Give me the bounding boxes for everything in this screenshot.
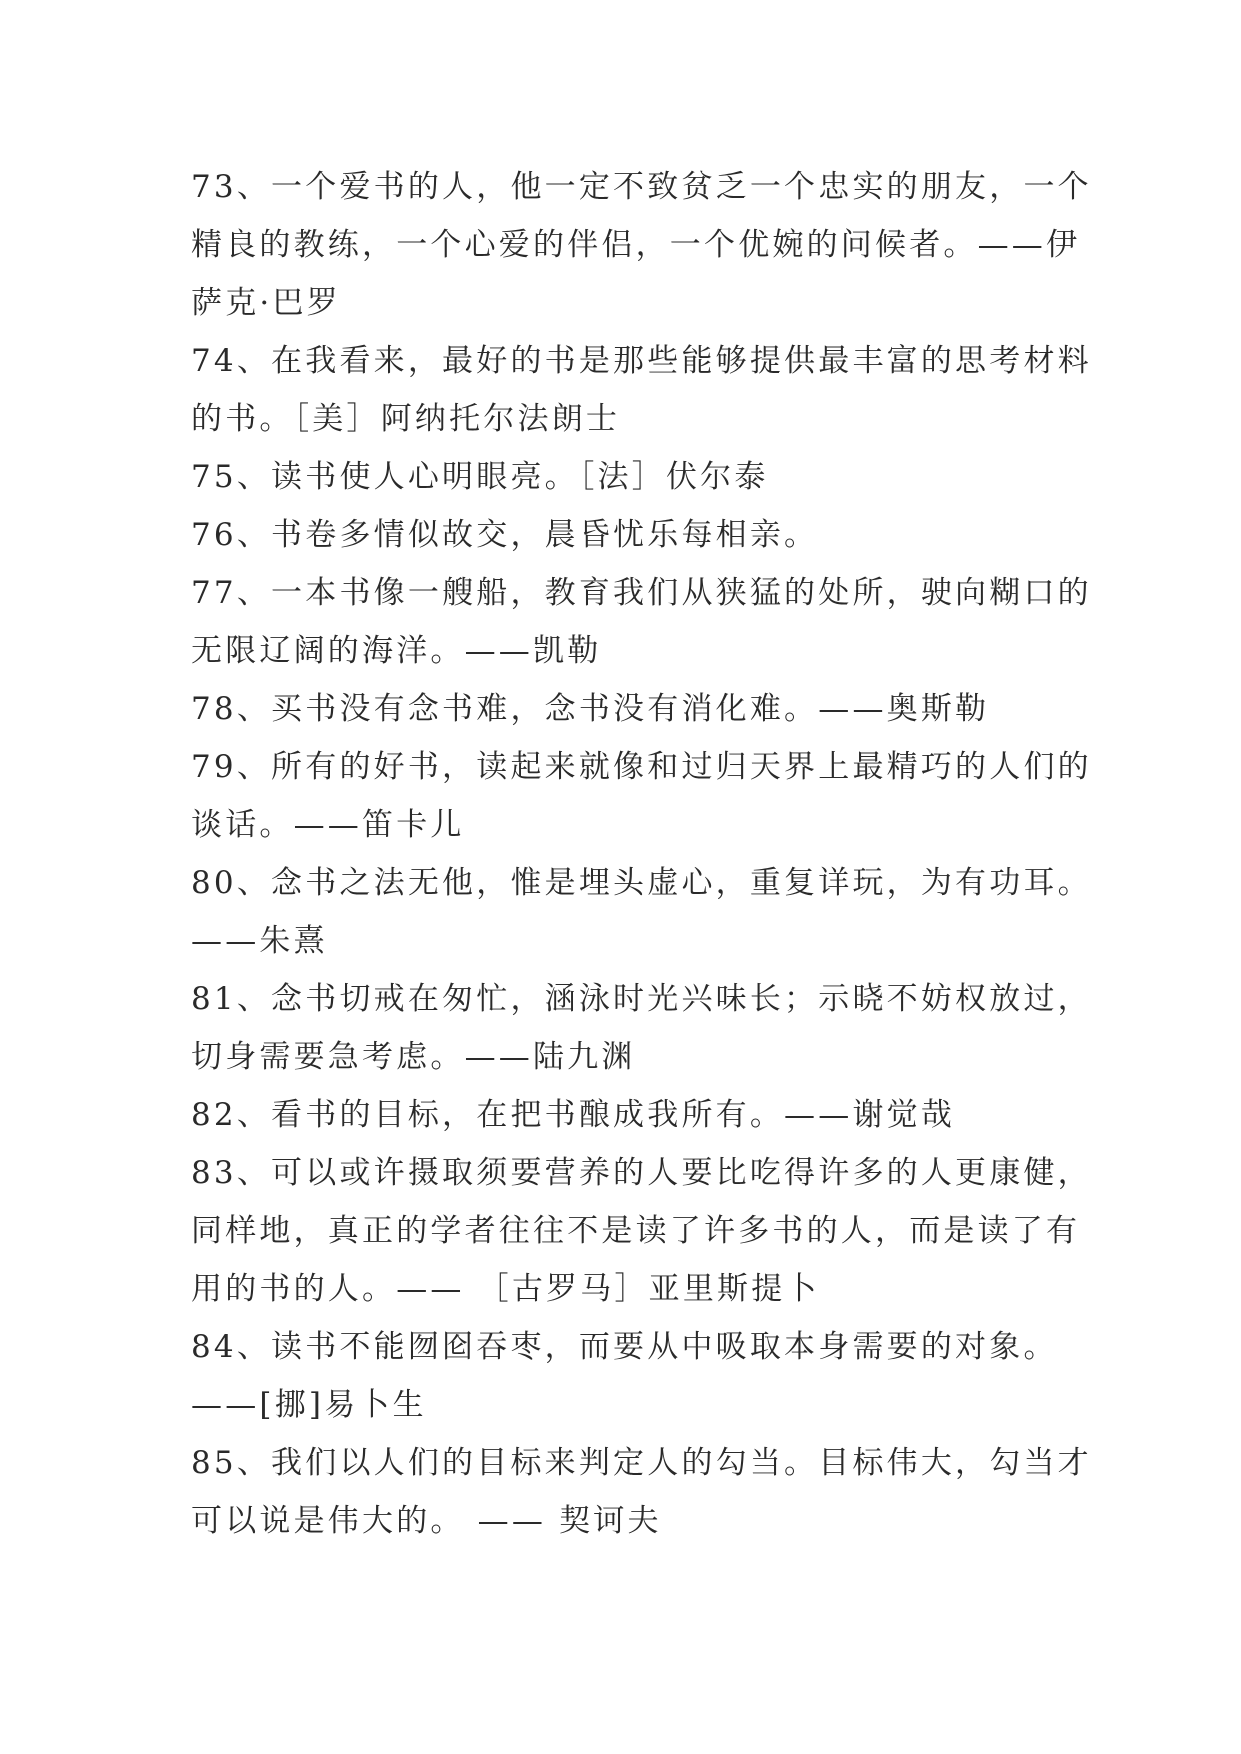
text-line: 切身需要急考虑。——陆九渊 [191, 1039, 636, 1075]
quote-list [191, 158, 1092, 1550]
text-line: 82、看书的目标，在把书酿成我所有。——谢觉哉 [191, 1097, 956, 1133]
text-line: 78、买书没有念书难，念书没有消化难。——奥斯勒 [191, 691, 990, 727]
text-line: 萨克·巴罗 [191, 285, 341, 321]
text-line: 83、可以或许摄取须要营养的人要比吃得许多的人更康健， [191, 1155, 1092, 1191]
text-line: ——[挪]易卜生 [191, 1387, 427, 1423]
text-line: 75、读书使人心明眼亮。［法］伏尔泰 [191, 459, 769, 495]
text-line: 85、我们以人们的目标来判定人的勾当。目标伟大，勾当才 [191, 1445, 1092, 1481]
text-line: ——朱熹 [191, 923, 328, 959]
text-line: 可以说是伟大的。 —— 契诃夫 [191, 1503, 662, 1539]
text-line: 76、书卷多情似故交，晨昏忧乐每相亲。 [191, 517, 819, 553]
text-line: 无限辽阔的海洋。——凯勒 [191, 633, 602, 669]
text-line: 80、念书之法无他，惟是埋头虚心，重复详玩，为有功耳。 [191, 865, 1092, 901]
text-line: 谈话。——笛卡儿 [191, 807, 465, 843]
text-line: 用的书的人。—— ［古罗马］亚里斯提卜 [191, 1271, 820, 1307]
text-line: 精良的教练，一个心爱的伴侣，一个优婉的问候者。——伊 [191, 227, 1081, 263]
text-line: 74、在我看来，最好的书是那些能够提供最丰富的思考材料 [191, 343, 1092, 379]
text-line: 同样地，真正的学者往往不是读了许多书的人，而是读了有 [191, 1213, 1081, 1249]
text-line: 84、读书不能囫囵吞枣，而要从中吸取本身需要的对象。 [191, 1329, 1058, 1365]
text-line: 77、一本书像一艘船，教育我们从狭猛的处所，驶向糊口的 [191, 575, 1092, 611]
text-line: 的书。［美］阿纳托尔法朗士 [191, 401, 621, 437]
text-line: 81、念书切戒在匆忙，涵泳时光兴味长；示晓不妨权放过， [191, 981, 1092, 1017]
text-line: 79、所有的好书，读起来就像和过归天界上最精巧的人们的 [191, 749, 1092, 785]
text-line: 73、一个爱书的人，他一定不致贫乏一个忠实的朋友，一个 [191, 169, 1092, 205]
